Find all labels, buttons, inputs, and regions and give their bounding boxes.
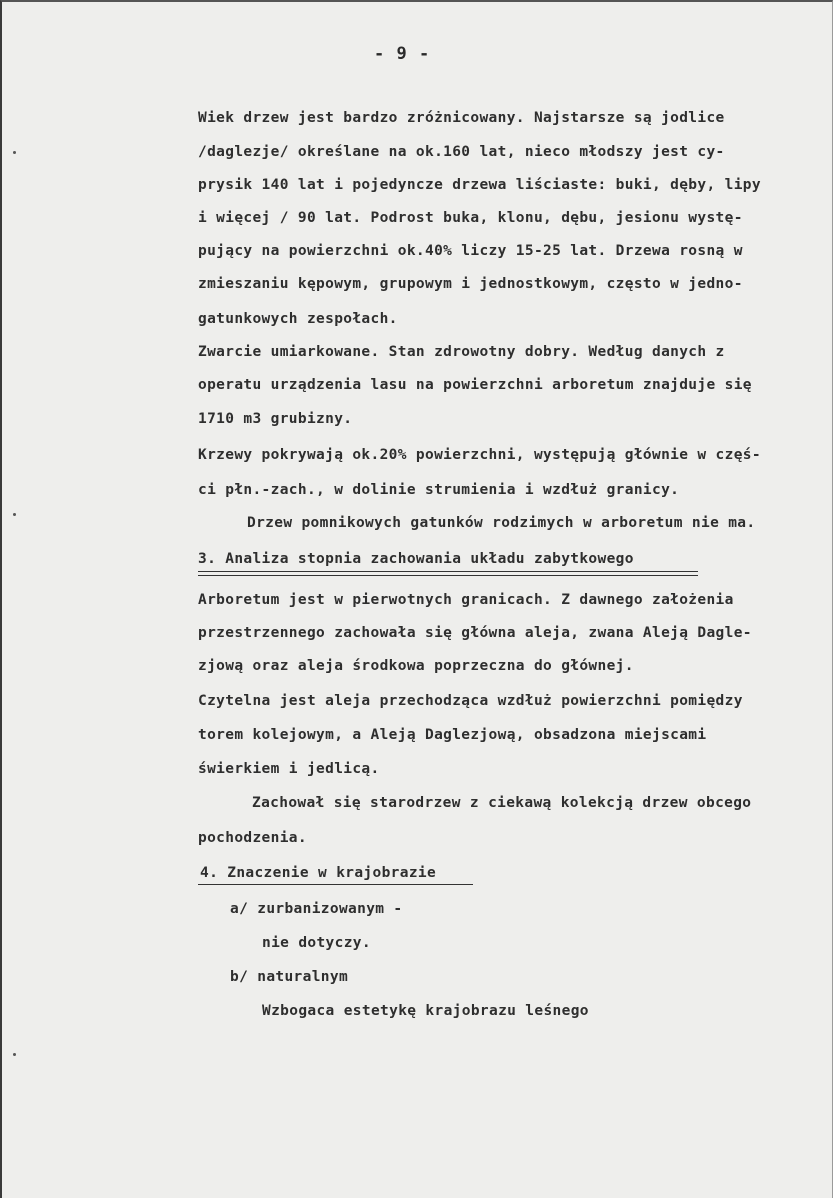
section-heading: 3. Analiza stopnia zachowania układu zabytkowego	[198, 551, 634, 567]
text-line: Zwarcie umiarkowane. Stan zdrowotny dobry. Według danych z	[198, 344, 725, 360]
page-number: - 9 -	[374, 44, 431, 64]
text-line: gatunkowych zespołach.	[198, 311, 398, 327]
margin-mark	[13, 513, 16, 516]
margin-mark	[13, 1053, 16, 1056]
text-line: Drzew pomnikowych gatunków rodzimych w arboretum nie ma.	[247, 515, 756, 531]
text-line: Arboretum jest w pierwotnych granicach. Z dawnego założenia	[198, 592, 734, 608]
text-line: 1710 m3 grubizny.	[198, 411, 353, 427]
text-line: Wiek drzew jest bardzo zróżnicowany. Najstarsze są jodlice	[198, 110, 725, 126]
text-line: /daglezje/ określane na ok.160 lat, nieco młodszy jest cy-	[198, 144, 725, 160]
margin-mark	[13, 151, 16, 154]
heading-underline	[198, 571, 698, 572]
text-line: Wzbogaca estetykę krajobrazu leśnego	[262, 1003, 589, 1019]
text-line: torem kolejowym, a Aleją Daglezjową, obsadzona miejscami	[198, 727, 707, 743]
text-line: prysik 140 lat i pojedyncze drzewa liściaste: buki, dęby, lipy	[198, 177, 761, 193]
text-line: i więcej / 90 lat. Podrost buka, klonu, dębu, jesionu wystę-	[198, 210, 743, 226]
text-line: ci płn.-zach., w dolinie strumienia i wzdłuż granicy.	[198, 482, 680, 498]
text-line: Czytelna jest aleja przechodząca wzdłuż powierzchni pomiędzy	[198, 693, 743, 709]
heading-underline	[198, 575, 698, 576]
text-line: zmieszaniu kępowym, grupowym i jednostkowym, często w jedno-	[198, 276, 743, 292]
text-line: przestrzennego zachowała się główna aleja, zwana Aleją Dagle-	[198, 625, 752, 641]
text-line: nie dotyczy.	[262, 935, 371, 951]
text-line: Krzewy pokrywają ok.20% powierzchni, występują głównie w częś-	[198, 447, 761, 463]
text-line: świerkiem i jedlicą.	[198, 761, 380, 777]
text-line: pujący na powierzchni ok.40% liczy 15-25 lat. Drzewa rosną w	[198, 243, 743, 259]
text-line: Zachował się starodrzew z ciekawą kolekcją drzew obcego	[252, 795, 752, 811]
section-heading: 4. Znaczenie w krajobrazie	[200, 865, 437, 881]
text-line: b/ naturalnym	[230, 969, 349, 985]
text-line: operatu urządzenia lasu na powierzchni arboretum znajduje się	[198, 377, 752, 393]
heading-underline	[198, 884, 473, 885]
text-line: a/ zurbanizowanym -	[230, 901, 403, 917]
text-line: pochodzenia.	[198, 830, 307, 846]
text-line: zjową oraz aleja środkowa poprzeczna do głównej.	[198, 658, 634, 674]
